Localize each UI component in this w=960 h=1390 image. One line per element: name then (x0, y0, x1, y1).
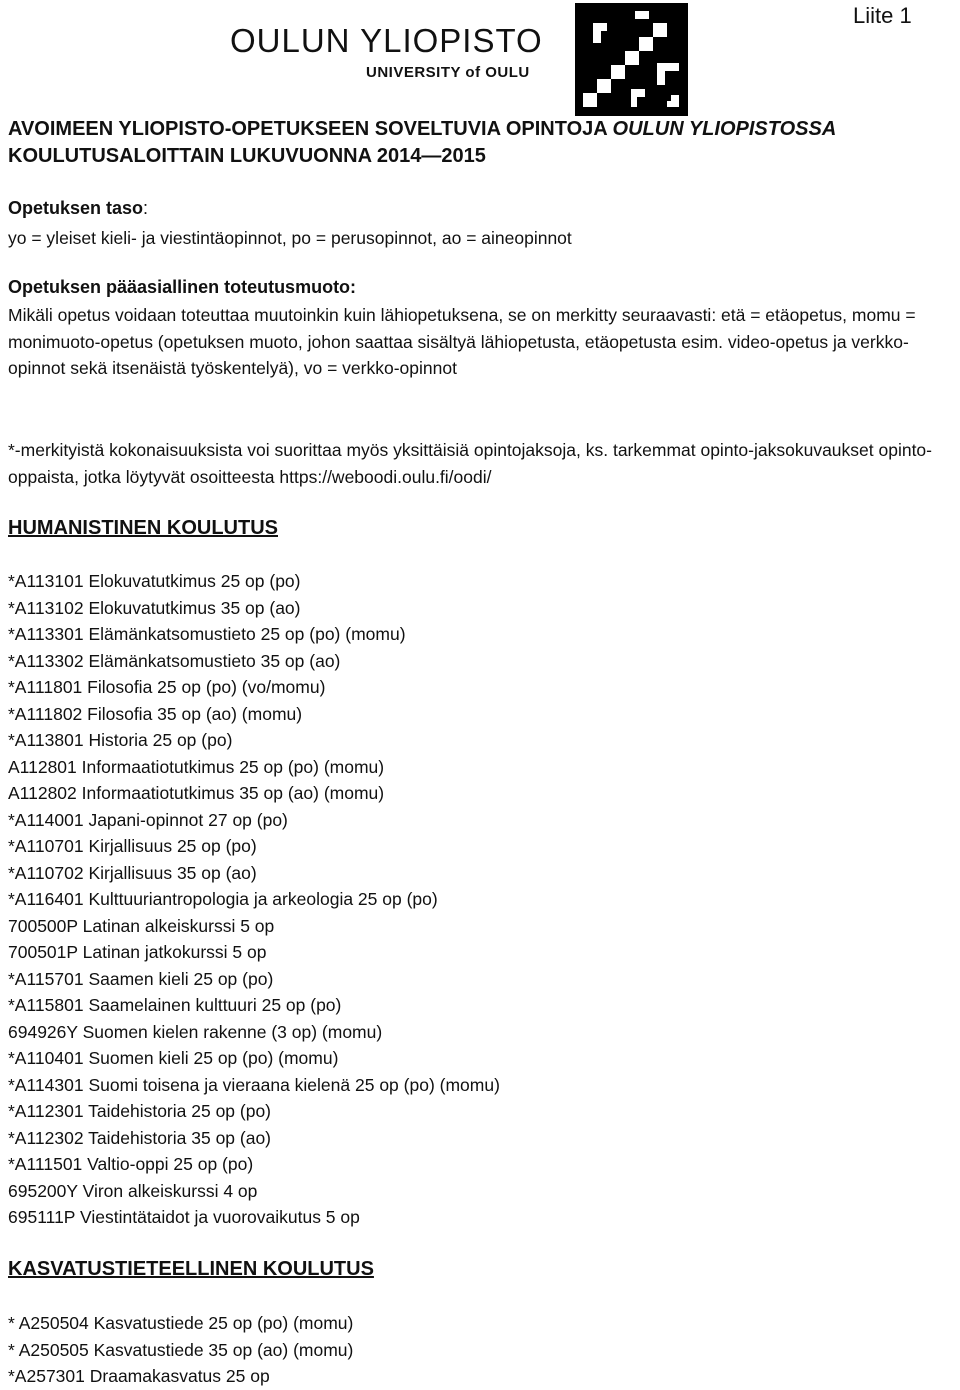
course-item: 694926Y Suomen kielen rakenne (3 op) (momu) (8, 1021, 383, 1042)
course-item: 695111P Viestintätaidot ja vuorovaikutus 5 op (8, 1207, 360, 1227)
course-item: *A110401 Suomen kieli 25 op (po) (momu) (8, 1048, 339, 1068)
course-item: *A257301 Draamakasvatus 25 op (8, 1366, 270, 1386)
delivery-mode-text: Mikäli opetus voidaan toteuttaa muutoinkin kuin lähiopetuksena, se on merkitty seuraavasti: etä = etäopetus, momu = monimuoto-opetus (opetuksen muoto, johon saattaa sisältyä lähiopetusta, etäopetusta esim. video-opetus ja verkko-opinnot sekä itsenäistä työskentelyä), vo = verkko-opinnot (8, 305, 916, 378)
title-line-2: KOULUTUSALOITTAIN LUKUVUONNA 2014—2015 (8, 145, 486, 167)
course-item: *A113301 Elämänkatsomustieto 25 op (po) (momu) (8, 624, 406, 644)
course-item: *A114301 Suomi toisena ja vieraana kielenä 25 op (po) (momu) (8, 1074, 500, 1095)
course-item: *A113302 Elämänkatsomustieto 35 op (ao) (8, 650, 341, 671)
course-item: *A113101 Elokuvatutkimus 25 op (po) (8, 571, 301, 591)
course-item: *A115701 Saamen kieli 25 op (po) (8, 968, 274, 989)
attachment-label: Liite 1 (853, 3, 912, 28)
title-line-1-main: AVOIMEEN YLIOPISTO-OPETUKSEEN SOVELTUVIA OPINTOJA (8, 118, 613, 140)
course-item: 700501P Latinan jatkokurssi 5 op (8, 942, 267, 962)
title-line-1 (8, 116, 836, 143)
teaching-level-heading-text: Opetuksen taso (8, 198, 144, 218)
course-item: *A113801 Historia 25 op (po) (8, 730, 233, 750)
course-list-humanities (8, 568, 500, 1231)
course-item: *A110701 Kirjallisuus 25 op (po) (8, 836, 257, 856)
course-item: *A111501 Valtio-oppi 25 op (po) (8, 1154, 254, 1174)
document-title (8, 116, 836, 170)
course-item: * A250505 Kasvatustiede 35 op (ao) (momu) (8, 1339, 354, 1360)
university-logo-wordmark: OULUN YLIOPISTO (230, 22, 543, 59)
course-note: *-merkityistä kokonaisuuksista voi suorittaa myös yksittäisiä opintojaksoja, ks. tarkemmat opinto-jaksokuvaukset opinto-oppaista, jotka löytyvät osoitteesta https://weboodi.oulu.fi/oodi/ (8, 440, 932, 487)
teaching-level-heading-colon: : (143, 198, 149, 218)
course-item: *A112301 Taidehistoria 25 op (po) (8, 1101, 272, 1121)
university-logo-subtitle: UNIVERSITY of OULU (366, 64, 530, 81)
course-item: 700500P Latinan alkeiskurssi 5 op (8, 915, 275, 936)
course-list-education (8, 1310, 353, 1390)
teaching-level-text: yo = yleiset kieli- ja viestintäopinnot, po = perusopinnot, ao = aineopinnot (8, 228, 572, 248)
course-item: 695200Y Viron alkeiskurssi 4 op (8, 1180, 258, 1201)
course-item: * A250504 Kasvatustiede 25 op (po) (momu) (8, 1313, 354, 1333)
university-logo-emblem-icon (575, 3, 688, 116)
course-item: *A110702 Kirjallisuus 35 op (ao) (8, 862, 257, 883)
course-item: A112802 Informaatiotutkimus 35 op (ao) (momu) (8, 783, 385, 803)
course-item: *A116401 Kulttuuriantropologia ja arkeologia 25 op (po) (8, 889, 438, 909)
delivery-mode-heading: Opetuksen pääasiallinen toteutusmuoto: (8, 277, 357, 297)
course-item: *A114001 Japani-opinnot 27 op (po) (8, 809, 288, 830)
section-title-education: KASVATUSTIETEELLINEN KOULUTUS (8, 1258, 374, 1280)
course-item: *A115801 Saamelainen kulttuuri 25 op (po) (8, 995, 342, 1015)
course-item: *A111802 Filosofia 35 op (ao) (momu) (8, 703, 303, 724)
course-item: *A112302 Taidehistoria 35 op (ao) (8, 1127, 272, 1148)
teaching-level-heading (8, 198, 148, 219)
title-line-1-italic: OULUN YLIOPISTOSSA (612, 118, 837, 140)
course-item: *A111801 Filosofia 25 op (po) (vo/momu) (8, 677, 326, 697)
section-title-humanities: HUMANISTINEN KOULUTUS (8, 517, 278, 539)
course-item: A112801 Informaatiotutkimus 25 op (po) (momu) (8, 756, 385, 777)
course-item: *A113102 Elokuvatutkimus 35 op (ao) (8, 597, 301, 618)
